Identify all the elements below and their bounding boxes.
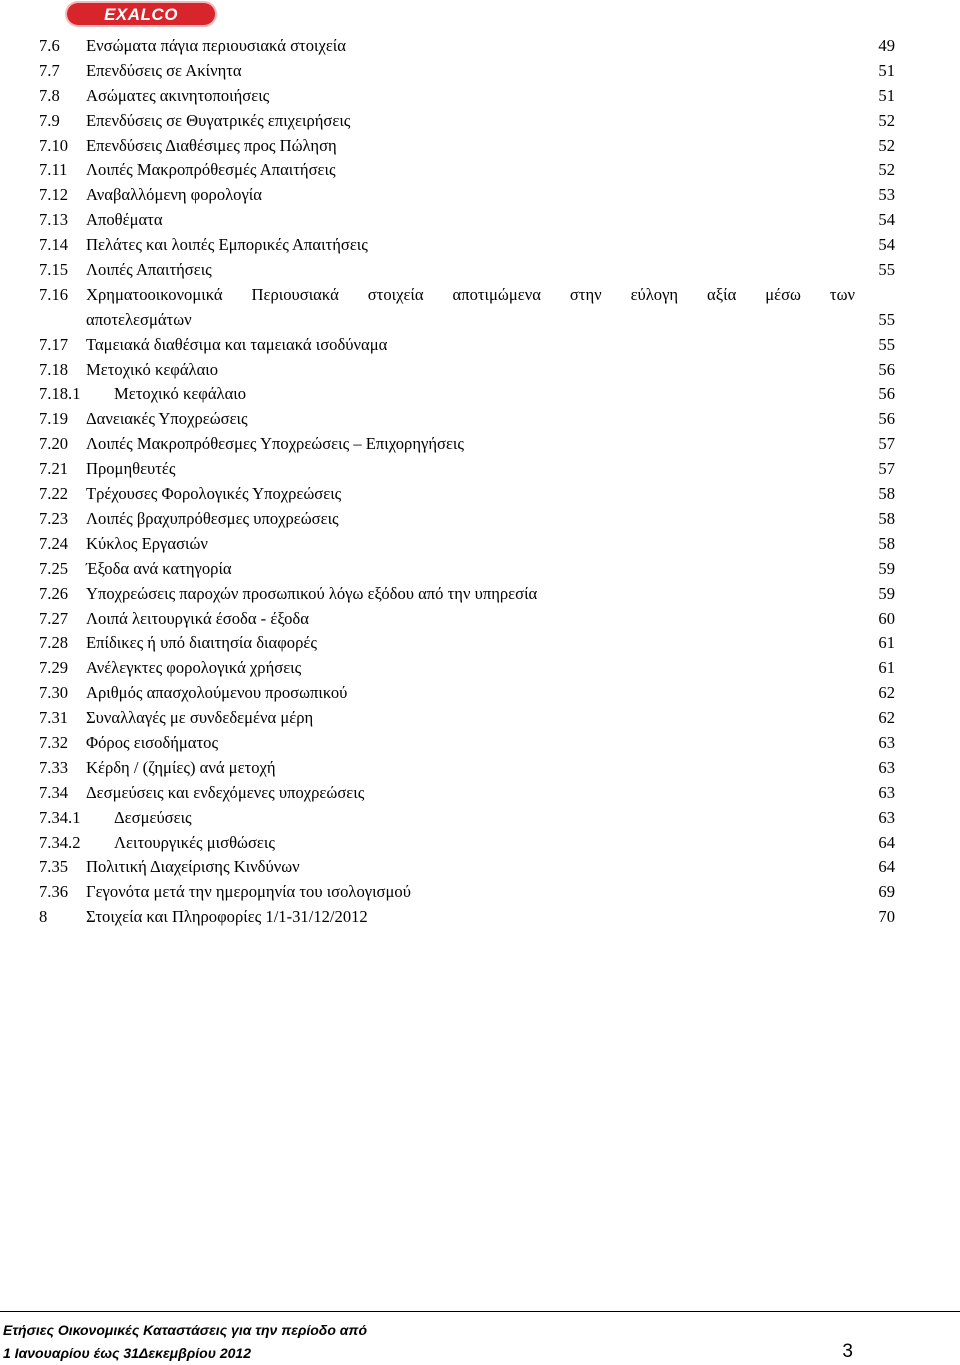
toc-entry-number: 7.15	[39, 260, 69, 280]
toc-entry-title: Ασώματες ακινητοποιήσεις	[86, 85, 270, 105]
toc-entry-page: 55	[878, 260, 895, 280]
toc-entry[interactable]	[0, 283, 960, 333]
toc-entry-title: Μετοχικό κεφάλαιο	[114, 384, 247, 404]
toc-entry-title: Πελάτες και λοιπές Εμπορικές Απαιτήσεις	[86, 235, 368, 255]
toc-entry[interactable]	[0, 831, 960, 856]
toc-entry-title: Δεσμεύσεις και ενδεχόμενες υποχρεώσεις	[86, 782, 365, 802]
toc-entry-title: Λειτουργικές μισθώσεις	[114, 832, 275, 852]
footer-title-line1: Ετήσιες Οικονομικές Καταστάσεις για την περίοδο από	[3, 1322, 367, 1338]
toc-entry[interactable]	[0, 880, 960, 905]
toc-entry-title: Λοιπές Απαιτήσεις	[86, 260, 212, 280]
toc-entry-number: 7.27	[39, 608, 69, 628]
toc-entry-page: 70	[878, 907, 895, 927]
toc-entry-title: Έξοδα ανά κατηγορία	[86, 558, 232, 578]
toc-entry[interactable]	[0, 905, 960, 930]
toc-entry-title: Υποχρεώσεις παροχών προσωπικού λόγω εξόδου από την υπηρεσία	[86, 583, 538, 603]
company-logo	[67, 3, 215, 25]
toc-entry-page: 62	[878, 708, 895, 728]
toc-entry[interactable]	[0, 233, 960, 258]
toc-entry-title: Επίδικες ή υπό διαιτησία διαφορές	[86, 633, 317, 653]
toc-entry-number: 8	[39, 907, 48, 927]
toc-entry[interactable]	[0, 482, 960, 507]
toc-entry-title: Ενσώματα πάγια περιουσιακά στοιχεία	[86, 36, 346, 55]
toc-entry-number: 7.34.2	[39, 832, 81, 852]
toc-entry[interactable]	[0, 631, 960, 656]
toc-entry-page: 52	[878, 110, 895, 130]
toc-entry-title: Στοιχεία και Πληροφορίες 1/1-31/12/2012	[86, 907, 368, 927]
toc-entry-page: 51	[878, 60, 895, 80]
footer-title-line2: 1 Ιανουαρίου έως 31Δεκεμβρίου 2012	[3, 1345, 252, 1361]
toc-entry[interactable]	[0, 358, 960, 383]
toc-entry-title: Κέρδη / (ζημίες) ανά μετοχή	[86, 757, 276, 777]
toc-entry-page: 58	[878, 484, 895, 504]
toc-entry[interactable]	[0, 457, 960, 482]
toc-entry-number: 7.21	[39, 459, 69, 479]
toc-entry[interactable]	[0, 158, 960, 183]
toc-entry-number: 7.34	[39, 782, 69, 802]
toc-entry-number: 7.18.1	[39, 384, 81, 404]
toc-entry-page: 57	[878, 459, 895, 479]
toc-entry[interactable]	[0, 756, 960, 781]
toc-entry-number: 7.32	[39, 732, 69, 752]
toc-entry-page: 62	[878, 683, 895, 703]
toc-entry-number: 7.28	[39, 633, 69, 653]
toc-entry-page: 63	[878, 732, 895, 752]
table-of-contents	[0, 34, 960, 930]
toc-entry-page: 52	[878, 135, 895, 155]
toc-entry[interactable]	[0, 706, 960, 731]
toc-entry[interactable]	[0, 582, 960, 607]
toc-entry-page: 56	[878, 384, 895, 404]
toc-entry-page: 52	[878, 160, 895, 180]
toc-entry[interactable]	[0, 333, 960, 358]
toc-entry[interactable]	[0, 208, 960, 233]
toc-entry-number: 7.13	[39, 210, 69, 230]
toc-entry-page: 69	[878, 882, 895, 902]
toc-entry-page: 63	[878, 782, 895, 802]
toc-entry-page: 64	[878, 857, 895, 877]
toc-entry-page: 59	[878, 583, 895, 603]
toc-entry-page: 51	[878, 85, 895, 105]
toc-entry-number: 7.8	[39, 85, 60, 105]
toc-entry-page: 56	[878, 359, 895, 379]
toc-entry-page: 58	[878, 508, 895, 528]
toc-entry[interactable]	[0, 84, 960, 109]
toc-entry-number: 7.18	[39, 359, 69, 379]
toc-entry-page: 61	[878, 633, 895, 653]
toc-entry-number: 7.11	[39, 160, 68, 180]
toc-entry-number: 7.6	[39, 36, 60, 55]
toc-entry-title: Δεσμεύσεις	[114, 807, 192, 827]
toc-entry-title: Τρέχουσες Φορολογικές Υποχρεώσεις	[86, 484, 342, 504]
toc-entry-title: Δανειακές Υποχρεώσεις	[86, 409, 248, 429]
toc-entry[interactable]	[0, 134, 960, 159]
toc-entry-number: 7.24	[39, 533, 69, 553]
toc-entry-number: 7.30	[39, 683, 69, 703]
toc-entry[interactable]	[0, 59, 960, 84]
toc-entry[interactable]	[0, 258, 960, 283]
toc-entry-title: Γεγονότα μετά την ημερομηνία του ισολογισμού	[86, 882, 411, 902]
toc-entry-number: 7.29	[39, 658, 69, 678]
toc-entry-title: Ταμειακά διαθέσιμα και ταμειακά ισοδύναμα	[86, 334, 388, 354]
toc-entry-page: 64	[878, 832, 895, 852]
logo-text: EXALCO	[104, 4, 178, 24]
toc-entry[interactable]	[0, 607, 960, 632]
toc-entry-title: Αριθμός απασχολούμενου προσωπικού	[86, 683, 348, 703]
toc-entry-number: 7.31	[39, 708, 69, 728]
toc-entry[interactable]	[0, 382, 960, 407]
toc-entry[interactable]	[0, 731, 960, 756]
toc-entry-title: Λοιπές βραχυπρόθεσμες υποχρεώσεις	[86, 508, 339, 528]
toc-entry-number: 7.20	[39, 434, 69, 454]
toc-entry-number: 7.34.1	[39, 807, 81, 827]
toc-entry[interactable]	[0, 407, 960, 432]
toc-entry-title: Χρηματοοικονομικά Περιουσιακά στοιχεία αποτιμώμενα στην εύλογη αξία μέσω των	[86, 284, 855, 304]
toc-entry-page: 55	[878, 334, 895, 354]
toc-entry-number: 7.23	[39, 508, 69, 528]
toc-entry-page: 54	[878, 235, 895, 255]
toc-entry-number: 7.35	[39, 857, 69, 877]
toc-entry-number: 7.36	[39, 882, 69, 902]
toc-entry[interactable]	[0, 34, 960, 59]
toc-entry[interactable]	[0, 557, 960, 582]
toc-entry[interactable]	[0, 183, 960, 208]
toc-entry-title-continued: αποτελεσμάτων	[86, 309, 192, 329]
toc-entry-title: Λοιπά λειτουργικά έσοδα - έξοδα	[86, 608, 309, 628]
toc-entry-page: 55	[878, 309, 895, 329]
page-number: 3	[842, 1341, 853, 1362]
toc-entry-page: 57	[878, 434, 895, 454]
toc-entry-page: 63	[878, 757, 895, 777]
toc-entry[interactable]	[0, 806, 960, 831]
toc-entry-page: 49	[878, 36, 895, 55]
toc-entry-title: Λοιπές Μακροπρόθεσμες Υποχρεώσεις – Επιχορηγήσεις	[86, 434, 464, 454]
toc-entry-page: 63	[878, 807, 895, 827]
toc-entry[interactable]	[0, 432, 960, 457]
toc-entry-number: 7.17	[39, 334, 69, 354]
toc-entry-title: Επενδύσεις σε Ακίνητα	[86, 60, 242, 80]
toc-entry-number: 7.26	[39, 583, 69, 603]
toc-entry-title: Συναλλαγές με συνδεδεμένα μέρη	[86, 708, 314, 728]
toc-entry-page: 61	[878, 658, 895, 678]
toc-entry-number: 7.14	[39, 235, 69, 255]
toc-entry-page: 60	[878, 608, 895, 628]
toc-entry[interactable]	[0, 855, 960, 880]
footer-divider	[0, 1311, 960, 1312]
toc-entry-title: Φόρος εισοδήματος	[86, 732, 219, 752]
toc-entry-page: 54	[878, 210, 895, 230]
toc-entry-number: 7.16	[39, 284, 69, 304]
toc-entry-number: 7.25	[39, 558, 69, 578]
toc-entry-number: 7.12	[39, 185, 69, 205]
toc-entry[interactable]	[0, 532, 960, 557]
toc-entry[interactable]	[0, 681, 960, 706]
toc-entry-title: Προμηθευτές	[86, 459, 176, 479]
toc-entry-page: 56	[878, 409, 895, 429]
toc-entry-title: Επενδύσεις Διαθέσιμες προς Πώληση	[86, 135, 337, 155]
toc-entry-title: Ανέλεγκτες φορολογικά χρήσεις	[86, 658, 302, 678]
toc-entry-title: Λοιπές Μακροπρόθεσμές Απαιτήσεις	[86, 160, 336, 180]
toc-entry-page: 53	[878, 185, 895, 205]
toc-entry-number: 7.7	[39, 60, 60, 80]
toc-entry-title: Αποθέματα	[86, 210, 163, 230]
toc-entry-page: 59	[878, 558, 895, 578]
toc-entry[interactable]	[0, 781, 960, 806]
toc-entry-title: Αναβαλλόμενη φορολογία	[86, 185, 262, 205]
toc-entry[interactable]	[0, 507, 960, 532]
toc-entry-number: 7.9	[39, 110, 60, 130]
toc-entry-number: 7.22	[39, 484, 69, 504]
toc-entry-title: Επενδύσεις σε Θυγατρικές επιχειρήσεις	[86, 110, 351, 130]
toc-entry[interactable]	[0, 109, 960, 134]
toc-entry-number: 7.19	[39, 409, 69, 429]
toc-entry-number: 7.10	[39, 135, 69, 155]
toc-entry-page: 58	[878, 533, 895, 553]
toc-entry[interactable]	[0, 656, 960, 681]
toc-entry-title: Πολιτική Διαχείρισης Κινδύνων	[86, 857, 300, 877]
toc-entry-title: Μετοχικό κεφάλαιο	[86, 359, 219, 379]
toc-entry-title: Κύκλος Εργασιών	[86, 533, 208, 553]
toc-entry-number: 7.33	[39, 757, 69, 777]
